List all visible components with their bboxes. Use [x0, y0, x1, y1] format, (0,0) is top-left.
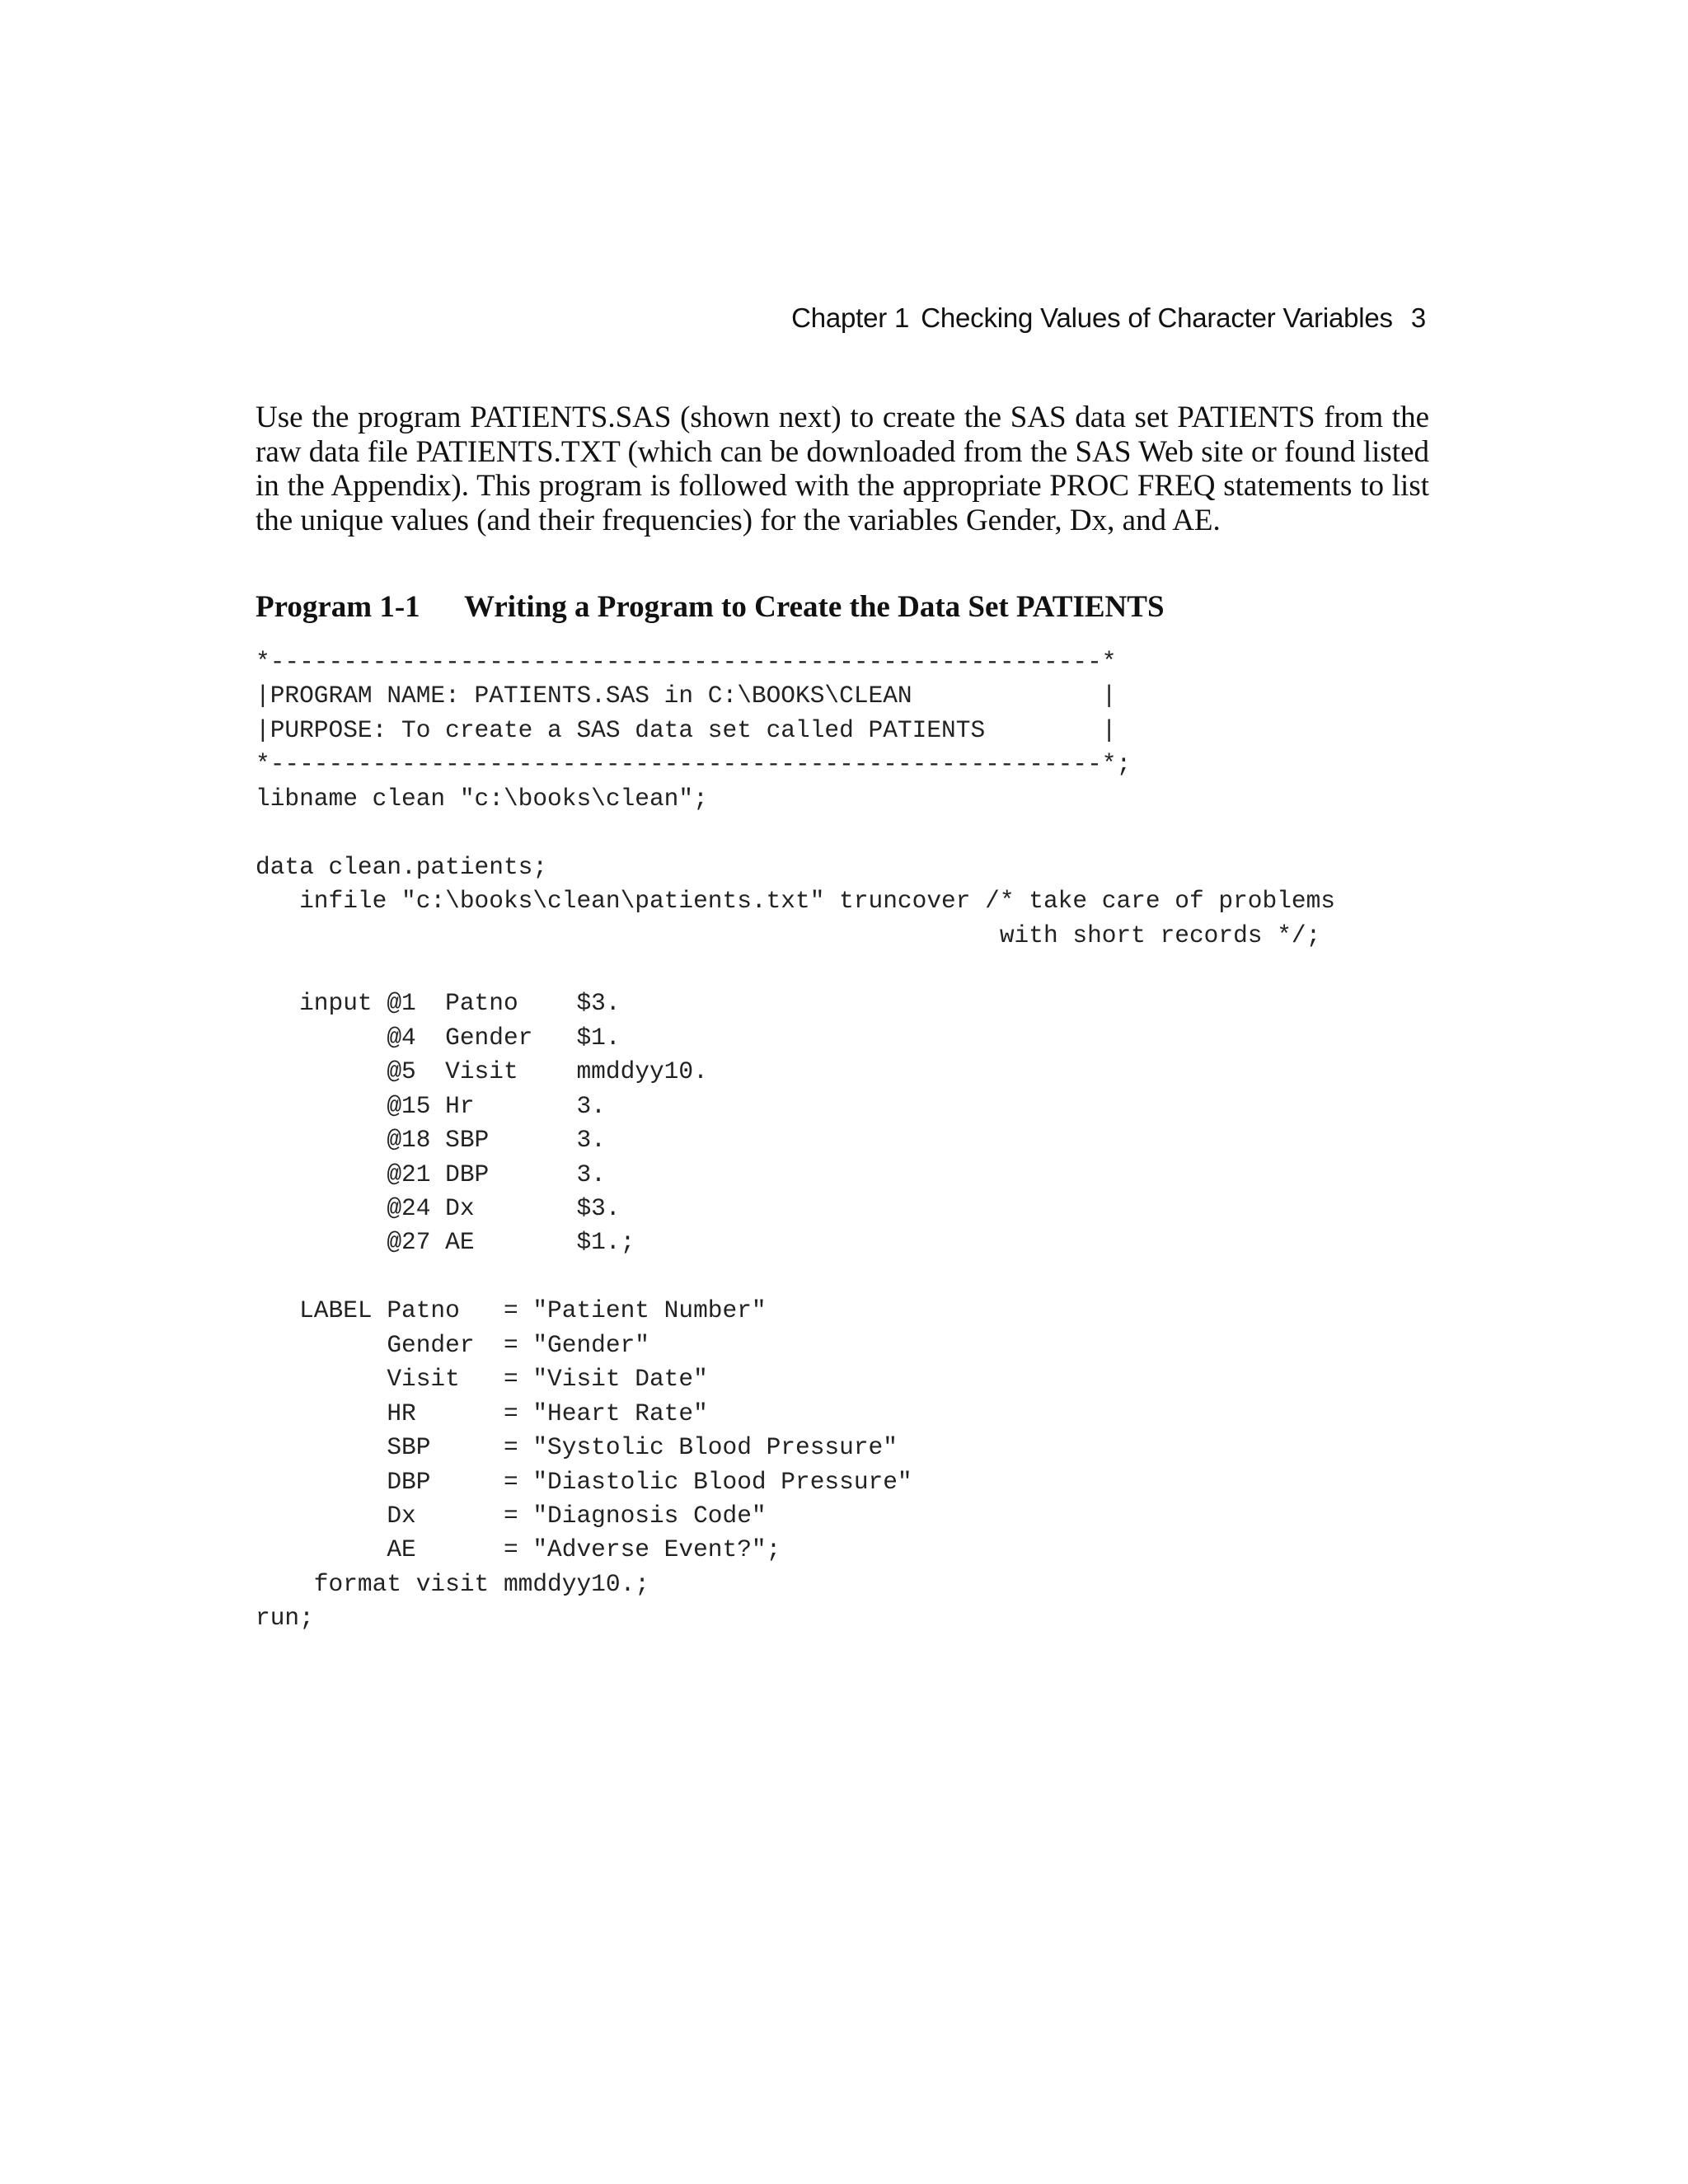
- chapter-title: Checking Values of Character Variables: [921, 302, 1393, 333]
- code-line: HR = "Heart Rate": [256, 1399, 708, 1427]
- intro-paragraph: Use the program PATIENTS.SAS (shown next) to create the SAS data set PATIENTS from the raw data file PATIENTS.TXT (which can be downloaded from the SAS Web site or found listed in the Appendix). This program is followed with the appropriate PROC FREQ statements to list the unique values (and their frequencies) for the variables Gender, Dx, and AE.: [256, 401, 1429, 537]
- code-line: *---------------------------------------------------------*: [256, 648, 1117, 676]
- code-line: *---------------------------------------------------------*;: [256, 750, 1132, 779]
- code-line: |PROGRAM NAME: PATIENTS.SAS in C:\BOOKS\CLEAN |: [256, 682, 1117, 710]
- code-line: Gender = "Gender": [256, 1330, 649, 1359]
- code-line: Visit = "Visit Date": [256, 1365, 708, 1394]
- code-line: [256, 816, 1335, 850]
- page-number: 3: [1410, 302, 1426, 333]
- code-line: [256, 1260, 1335, 1294]
- code-listing: [256, 645, 1335, 1636]
- code-line: |PURPOSE: To create a SAS data set called PATIENTS |: [256, 715, 1117, 744]
- code-line: LABEL Patno = "Patient Number": [256, 1296, 767, 1325]
- chapter-label: Chapter 1: [791, 302, 910, 333]
- code-line: infile "c:\books\clean\patients.txt" truncover /* take care of problems: [256, 887, 1336, 916]
- code-line: SBP = "Systolic Blood Pressure": [256, 1433, 898, 1462]
- code-line: data clean.patients;: [256, 852, 548, 881]
- program-number: Program 1-1: [256, 590, 420, 624]
- code-line: [256, 953, 1335, 987]
- code-line: @21 DBP 3.: [256, 1160, 606, 1188]
- code-line: @18 SBP 3.: [256, 1126, 606, 1155]
- code-line: Dx = "Diagnosis Code": [256, 1501, 767, 1530]
- program-caption: [256, 589, 1165, 626]
- code-line: @24 Dx $3.: [256, 1194, 621, 1222]
- code-line: with short records */;: [256, 921, 1321, 949]
- code-line: DBP = "Diastolic Blood Pressure": [256, 1467, 912, 1496]
- program-title: Writing a Program to Create the Data Set PATIENTS: [464, 590, 1165, 624]
- running-head: [256, 302, 1426, 335]
- code-line: libname clean "c:\books\clean";: [256, 784, 708, 813]
- code-line: AE = "Adverse Event?";: [256, 1535, 781, 1564]
- code-line: @15 Hr 3.: [256, 1091, 606, 1120]
- code-line: format visit mmddyy10.;: [256, 1569, 649, 1598]
- code-line: @5 Visit mmddyy10.: [256, 1057, 708, 1086]
- code-line: @4 Gender $1.: [256, 1023, 621, 1052]
- code-line: run;: [256, 1604, 314, 1633]
- code-line: input @1 Patno $3.: [256, 989, 621, 1018]
- code-line: @27 AE $1.;: [256, 1228, 635, 1257]
